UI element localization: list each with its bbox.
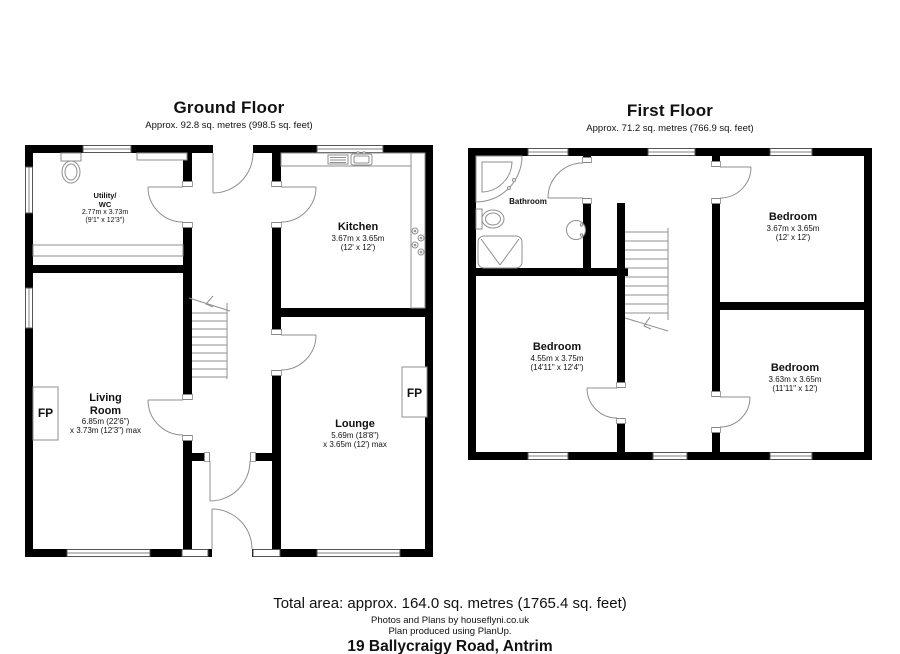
first-floor-titleblock <box>468 101 872 134</box>
credit-line-1: Photos and Plans by houseflyni.co.uk <box>371 615 529 626</box>
room-label-lounge: Lounge 5.69m (18'8") x 3.65m (12') max <box>323 418 387 449</box>
bathroom-fixtures <box>476 156 586 268</box>
ground-floor-title: Ground Floor <box>173 98 285 117</box>
toilet-icon <box>61 153 81 183</box>
total-area-text: Total area: approx. 164.0 sq. metres (1765.4 sq. feet) <box>273 595 627 612</box>
room-label-bedroom-top-right: Bedroom 3.67m x 3.65m (12' x 12') <box>766 211 820 242</box>
fireplace-label-lounge: FP <box>406 386 423 400</box>
room-label-bedroom-left: Bedroom 4.55m x 3.75m (14'11" x 12'4") <box>530 341 584 372</box>
shower-icon <box>478 236 522 268</box>
room-label-bedroom-bottom-right: Bedroom 3.63m x 3.65m (11'11" x 12') <box>768 362 822 393</box>
first-floor-plan <box>468 148 872 460</box>
room-label-bathroom: Bathroom <box>509 197 547 206</box>
ground-floor-titleblock <box>25 98 433 131</box>
room-label-kitchen: Kitchen 3.67m x 3.65m (12' x 12') <box>331 221 385 252</box>
address-title: 19 Ballycraigy Road, Antrim <box>347 638 553 654</box>
room-label-living-room: Living Room 6.85m (22'6") x 3.73m (12'3") max <box>69 392 142 436</box>
bath-icon <box>476 156 522 202</box>
first-floor-subtitle: Approx. 71.2 sq. metres (766.9 sq. feet) <box>586 123 754 134</box>
fireplace-label-living: FP <box>37 406 54 420</box>
first-floor-title: First Floor <box>626 101 714 120</box>
credit-line-2: Plan produced using PlanUp. <box>388 626 512 637</box>
first-staircase <box>625 228 668 331</box>
ground-door-swings <box>148 153 316 549</box>
basin-icon <box>567 221 586 240</box>
room-label-utility-wc: Utility/ WC 2.77m x 3.73m (9'1" x 12'3") <box>81 191 129 225</box>
toilet-icon <box>476 209 504 229</box>
first-walls <box>468 148 872 460</box>
ground-floor-subtitle: Approx. 92.8 sq. metres (998.5 sq. feet) <box>145 120 313 131</box>
ground-door-openings <box>182 145 282 557</box>
ground-staircase <box>189 296 230 379</box>
